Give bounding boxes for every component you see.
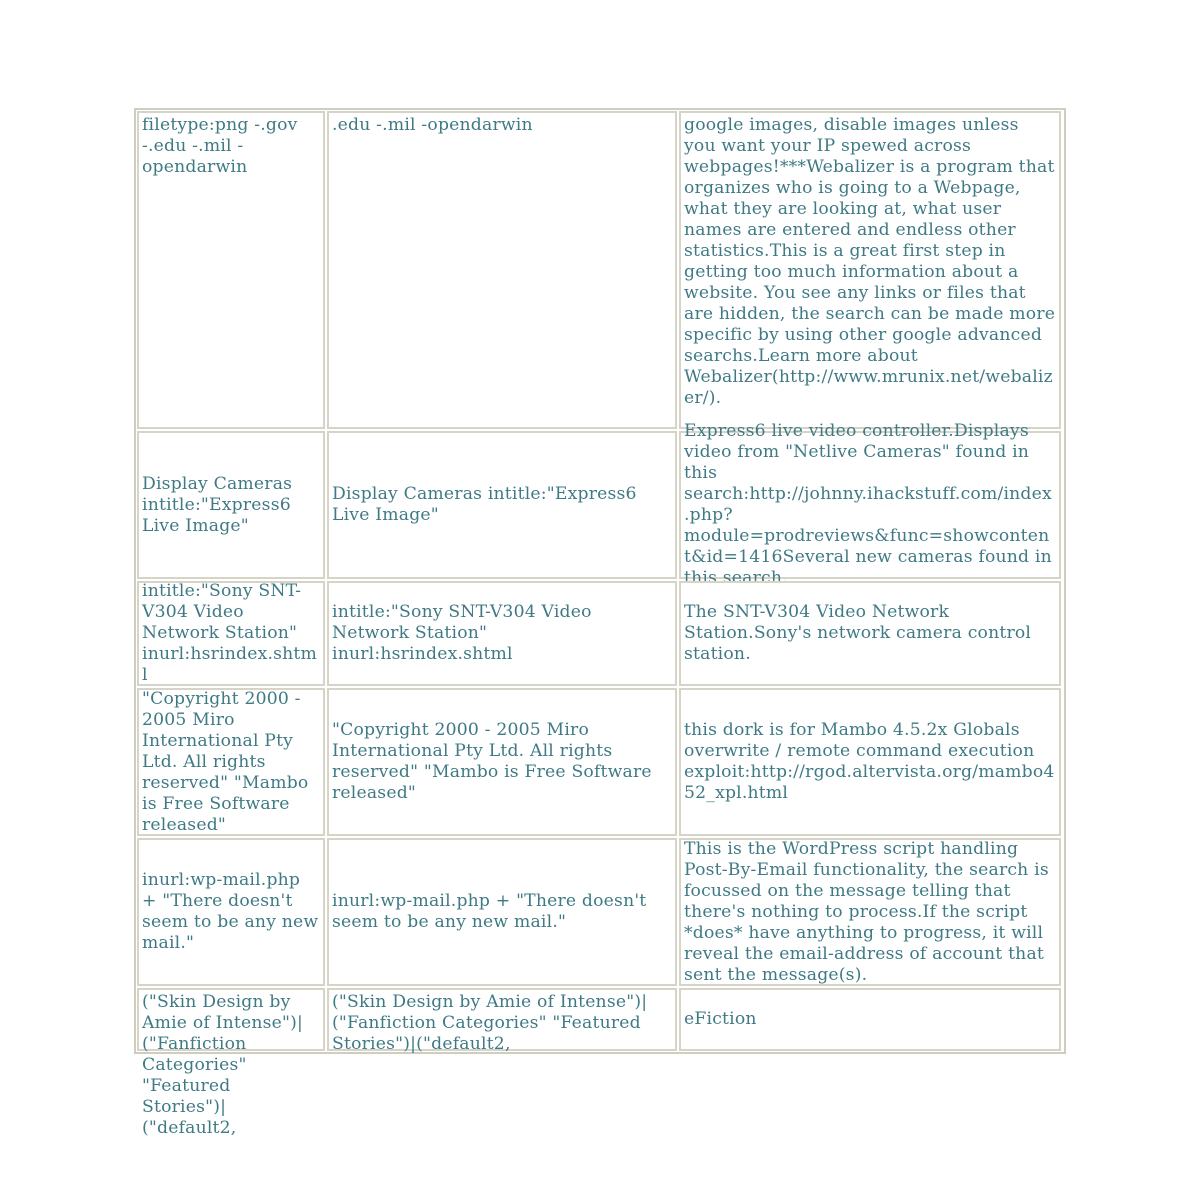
- query-text: "Copyright 2000 - 2005 Miro International Pty Ltd. All rights reserved" "Mambo is Free Software released": [142, 688, 309, 835]
- search-text: .edu -.mil -opendarwin: [332, 115, 533, 135]
- query-cell: [137, 111, 325, 429]
- description-cell: [679, 111, 1061, 429]
- query-cell: [137, 688, 325, 836]
- search-cell: [327, 838, 677, 986]
- description-cell: [679, 838, 1061, 986]
- search-text: intitle:"Sony SNT-V304 Video Network Station" inurl:hsrindex.shtml: [332, 602, 592, 664]
- query-text: intitle:"Sony SNT-V304 Video Network Station" inurl:hsrindex.shtml: [142, 581, 318, 685]
- description-text: this dork is for Mambo 4.5.2x Globals overwrite / remote command execution exploit:http://rgod.altervista.org/mambo452_xpl.html: [684, 720, 1055, 803]
- search-cell: [327, 988, 677, 1054]
- query-cell: [137, 431, 325, 579]
- search-cell: [327, 431, 677, 579]
- description-text: Express6 live video controller.Displays video from "Netlive Cameras" found in this search:http://johnny.ihackstuff.com/index.php?module=prodreviews&func=showcontent&id=1416Several new cameras found in this search.: [684, 421, 1052, 588]
- table-row: [136, 837, 1064, 987]
- search-text: ("Skin Design by Amie of Intense")|("Fanfiction Categories" "Featured Stories")|("default2,: [332, 992, 648, 1054]
- query-text: ("Skin Design by Amie of Intense")|("Fanfiction Categories" "Featured Stories")|("default2,: [142, 992, 304, 1138]
- search-cell: [327, 111, 677, 429]
- search-text: "Copyright 2000 - 2005 Miro International Pty Ltd. All rights reserved" "Mambo is Free Software released": [332, 720, 652, 803]
- search-text: Display Cameras intitle:"Express6 Live Image": [332, 484, 637, 525]
- query-cell: [137, 838, 325, 986]
- query-text: inurl:wp-mail.php + "There doesn't seem to be any new mail.": [142, 870, 319, 953]
- description-text: This is the WordPress script handling Post-By-Email functionality, the search is focussed on the message telling that there's nothing to process.If the script *does* have anything to progress, it will reveal the email-address of account that sent the message(s).: [684, 838, 1049, 985]
- dork-table: [134, 108, 1066, 1138]
- description-text: google images, disable images unless you want your IP spewed across webpages!***Webalizer is a program that organizes who is going to a Webpage, what they are looking at, what user names are entered and endless other statistics.This is a great first step in getting too much information about a website. You see any links or files that are hidden, the search can be made more specific by using other google advanced searchs.Learn more about Webalizer(http://www.mrunix.net/webalizer/).: [684, 115, 1056, 408]
- description-cell: [679, 421, 1061, 588]
- query-cell: [137, 581, 325, 686]
- table-row: [136, 580, 1064, 687]
- query-cell: [137, 988, 325, 1138]
- query-text: Display Cameras intitle:"Express6 Live Image": [142, 473, 293, 536]
- description-text: eFiction: [684, 1009, 757, 1029]
- search-text: inurl:wp-mail.php + "There doesn't seem to be any new mail.": [332, 891, 647, 932]
- query-text: filetype:png -.gov -.edu -.mil -opendarwin: [142, 115, 298, 177]
- search-cell: [327, 688, 677, 836]
- description-cell: [679, 688, 1061, 836]
- table-row: [136, 110, 1064, 430]
- table-row: [136, 687, 1064, 837]
- table-row: [136, 421, 1064, 588]
- search-cell: [327, 581, 677, 686]
- description-cell: [679, 581, 1061, 686]
- description-cell: [679, 988, 1061, 1051]
- description-text: The SNT-V304 Video Network Station.Sony's network camera control station.: [684, 602, 1032, 664]
- table-row: [136, 987, 1064, 1138]
